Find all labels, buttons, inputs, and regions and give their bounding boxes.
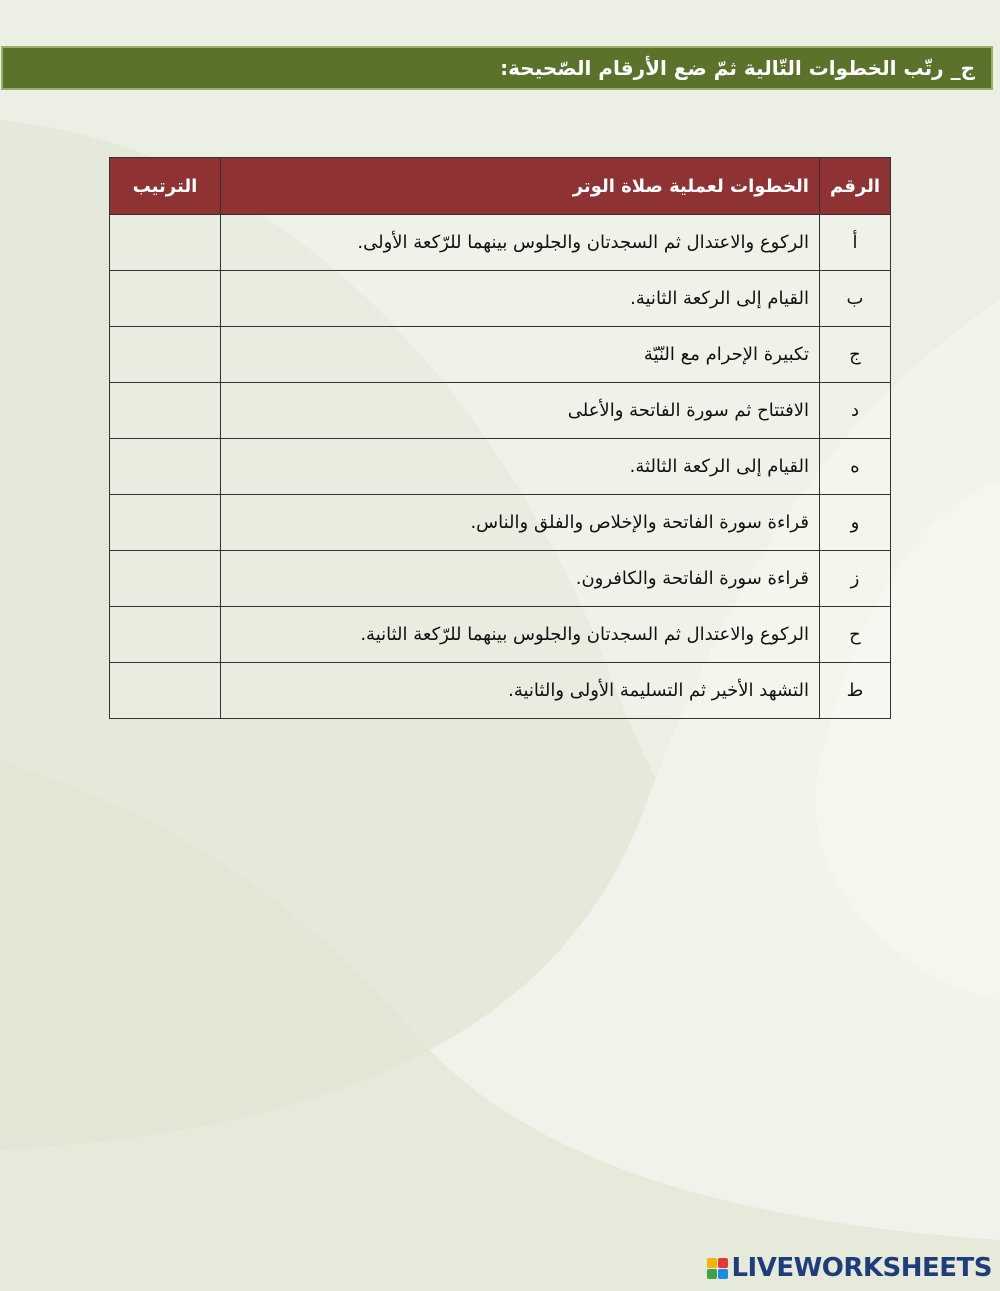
table-row — [110, 551, 891, 607]
liveworksheets-logo-icon — [707, 1258, 728, 1279]
table-header-row — [110, 158, 891, 215]
row-step: تكبيرة الإحرام مع النّيّة — [220, 327, 819, 383]
row-step: قراءة سورة الفاتحة والكافرون. — [220, 551, 819, 607]
row-letter: د — [819, 383, 890, 439]
row-step: الافتتاح ثم سورة الفاتحة والأعلى — [220, 383, 819, 439]
row-step: القيام إلى الركعة الثالثة. — [220, 439, 819, 495]
row-letter: ج — [819, 327, 890, 383]
row-step: الركوع والاعتدال ثم السجدتان والجلوس بينهما للرّكعة الأولى. — [220, 215, 819, 271]
row-step: قراءة سورة الفاتحة والإخلاص والفلق والناس. — [220, 495, 819, 551]
table-row — [110, 271, 891, 327]
order-answer-field[interactable] — [110, 383, 221, 439]
row-letter: ط — [819, 663, 890, 719]
table-row — [110, 215, 891, 271]
row-step: القيام إلى الركعة الثانية. — [220, 271, 819, 327]
order-answer-field[interactable] — [110, 271, 221, 327]
header-steps: الخطوات لعملية صلاة الوتر — [220, 158, 819, 215]
header-number: الرقم — [819, 158, 890, 215]
table-row — [110, 495, 891, 551]
order-answer-field[interactable] — [110, 607, 221, 663]
row-letter: و — [819, 495, 890, 551]
row-letter: ز — [819, 551, 890, 607]
row-letter: أ — [819, 215, 890, 271]
row-letter: ب — [819, 271, 890, 327]
table-row — [110, 663, 891, 719]
steps-table — [109, 157, 891, 719]
table-row — [110, 607, 891, 663]
order-answer-field[interactable] — [110, 495, 221, 551]
order-answer-field[interactable] — [110, 327, 221, 383]
row-step: الركوع والاعتدال ثم السجدتان والجلوس بينهما للرّكعة الثانية. — [220, 607, 819, 663]
order-answer-field[interactable] — [110, 551, 221, 607]
order-answer-field[interactable] — [110, 439, 221, 495]
row-letter: ح — [819, 607, 890, 663]
order-answer-field[interactable] — [110, 215, 221, 271]
liveworksheets-logo[interactable] — [707, 1253, 992, 1283]
section-title-bar — [1, 46, 993, 90]
table-row — [110, 439, 891, 495]
logo-text: LIVEWORKSHEETS — [731, 1253, 992, 1283]
table-row — [110, 383, 891, 439]
row-step: التشهد الأخير ثم التسليمة الأولى والثانية. — [220, 663, 819, 719]
row-letter: ه — [819, 439, 890, 495]
header-order: الترتيب — [110, 158, 221, 215]
section-title: ج_ رتّب الخطوات التّالية ثمّ ضع الأرقام الصّحيحة: — [500, 56, 975, 80]
order-answer-field[interactable] — [110, 663, 221, 719]
table-row — [110, 327, 891, 383]
